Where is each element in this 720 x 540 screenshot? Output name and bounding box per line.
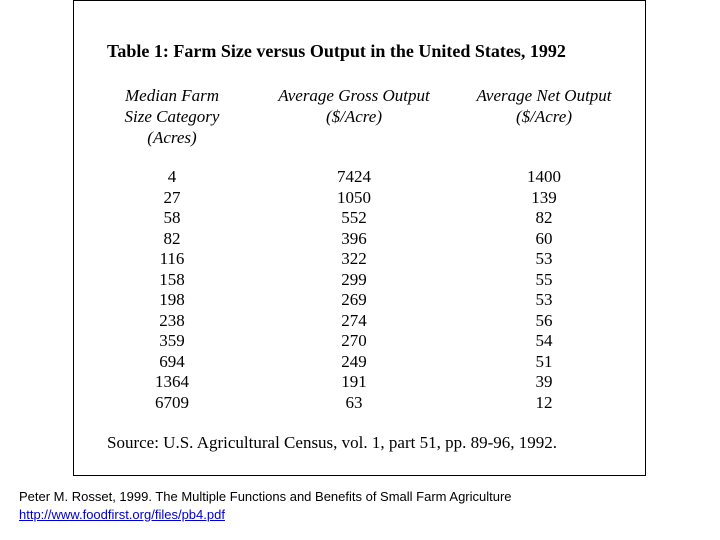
table-row (74, 229, 645, 250)
cell-net-output: 55 (535, 269, 553, 289)
cell-net-output: 53 (535, 290, 553, 309)
cell-farm-size: 82 (163, 228, 181, 248)
table-row (74, 208, 645, 229)
table-row (74, 188, 645, 209)
cell-gross-output: 552 (341, 208, 367, 227)
cell-net-output: 139 (531, 187, 557, 207)
cell-gross-output: 270 (341, 331, 367, 350)
cell-net-output: 60 (535, 228, 553, 248)
cell-farm-size: 58 (163, 208, 181, 227)
cell-gross-output: 63 (345, 392, 363, 412)
cell-gross-output: 396 (341, 228, 367, 248)
table-row (74, 167, 645, 188)
header-line: Average Net Output (476, 86, 612, 105)
cell-gross-output: 249 (341, 351, 367, 371)
cell-farm-size: 694 (159, 351, 185, 371)
header-line: ($/Acre) (325, 107, 382, 126)
header-farm-size (112, 85, 232, 148)
table-source: Source: U.S. Agricultural Census, vol. 1, part 51, pp. 89-96, 1992. (107, 433, 557, 452)
cell-farm-size: 359 (159, 331, 185, 350)
cell-farm-size: 4 (167, 167, 177, 186)
header-gross-output (259, 85, 449, 127)
cell-farm-size: 6709 (155, 392, 189, 412)
cell-gross-output: 274 (341, 310, 367, 330)
cell-gross-output: 269 (341, 290, 367, 309)
header-line: Size Category (124, 107, 220, 126)
table-title: Table 1: Farm Size versus Output in the United States, 1992 (107, 41, 566, 61)
cell-net-output: 53 (535, 249, 553, 268)
slide-caption (19, 488, 512, 524)
cell-gross-output: 7424 (337, 167, 371, 186)
table-row (74, 249, 645, 270)
cell-net-output: 39 (535, 372, 553, 391)
cell-farm-size: 27 (163, 187, 181, 207)
citation-text: Peter M. Rosset, 1999. The Multiple Functions and Benefits of Small Farm Agriculture (19, 489, 512, 504)
cell-gross-output: 322 (341, 249, 367, 268)
source-link[interactable]: http://www.foodfirst.org/files/pb4.pdf (19, 507, 225, 522)
table-row (74, 290, 645, 311)
cell-net-output: 82 (535, 208, 553, 227)
cell-farm-size: 116 (159, 249, 185, 268)
header-line: Median Farm (125, 86, 219, 105)
header-net-output (464, 85, 624, 127)
table-row (74, 270, 645, 291)
cell-farm-size: 158 (159, 269, 185, 289)
cell-farm-size: 198 (159, 290, 185, 309)
header-line: ($/Acre) (515, 107, 572, 126)
header-line: (Acres) (147, 128, 197, 147)
table-row (74, 372, 645, 393)
cell-net-output: 51 (535, 351, 553, 371)
table-row (74, 393, 645, 414)
cell-gross-output: 1050 (337, 187, 371, 207)
header-line: Average Gross Output (278, 86, 430, 105)
cell-net-output: 54 (535, 331, 553, 350)
table-row (74, 352, 645, 373)
cell-farm-size: 1364 (155, 372, 189, 391)
table-row (74, 331, 645, 352)
cell-gross-output: 299 (341, 269, 367, 289)
cell-gross-output: 191 (341, 372, 367, 391)
table-image (73, 0, 646, 476)
table-body (74, 167, 645, 413)
cell-net-output: 1400 (527, 167, 561, 186)
table-row (74, 311, 645, 332)
cell-net-output: 12 (535, 392, 553, 412)
cell-net-output: 56 (535, 310, 553, 330)
cell-farm-size: 238 (159, 310, 185, 330)
